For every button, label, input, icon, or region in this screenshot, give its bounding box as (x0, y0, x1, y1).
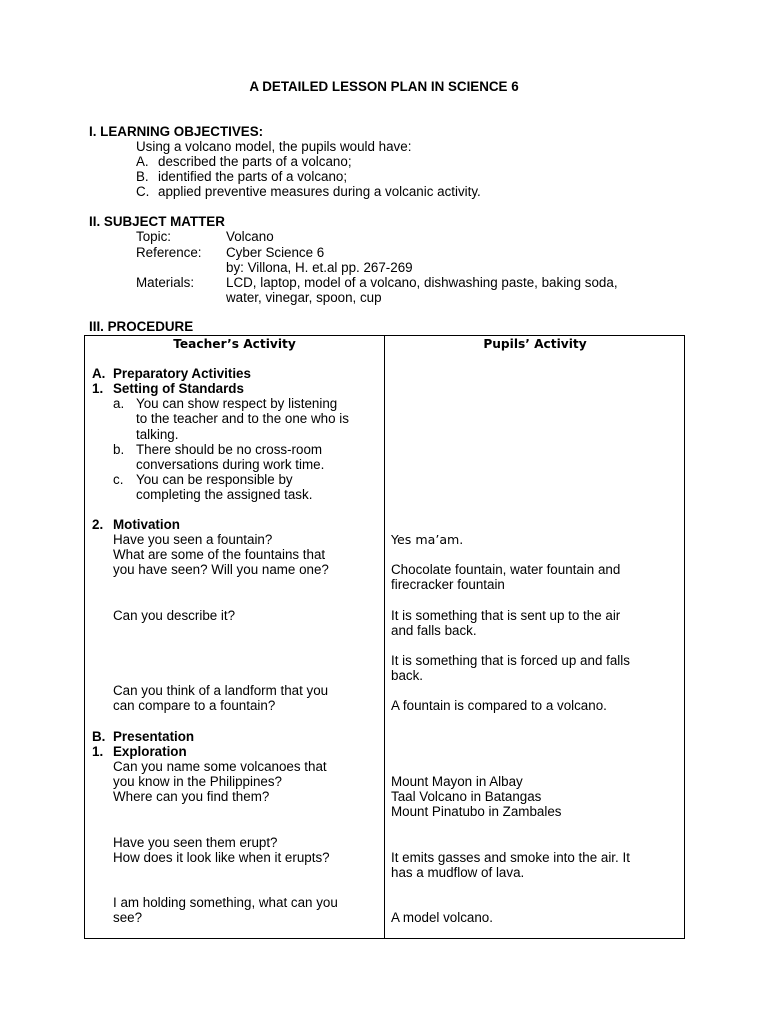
materials-value: LCD, laptop, model of a volcano, dishwashing paste, baking soda, (226, 275, 618, 290)
standard-letter: b. (113, 442, 125, 457)
objective-letter: B. (136, 169, 149, 184)
teacher-line: I am holding something, what can you (113, 895, 338, 910)
objective-text: applied preventive measures during a volcanic activity. (158, 184, 481, 199)
procedure-table (84, 335, 685, 939)
subsection-title: Exploration (113, 744, 187, 759)
subsection-number: 1. (92, 744, 104, 759)
pupil-line: A fountain is compared to a volcano. (391, 698, 607, 713)
subsection-number: 1. (92, 381, 104, 396)
subject-matter-heading: II. SUBJECT MATTER (89, 214, 225, 229)
pupil-line: back. (391, 668, 424, 683)
pupil-line: has a mudflow of lava. (391, 865, 525, 880)
standard-letter: c. (113, 472, 124, 487)
teacher-line: Can you name some volcanoes that (113, 759, 327, 774)
teacher-line: Have you seen a fountain? (113, 532, 273, 547)
pupil-line: Taal Volcano in Batangas (391, 789, 542, 804)
objective-text: identified the parts of a volcano; (158, 169, 348, 184)
section-title: Presentation (113, 729, 195, 744)
teacher-line: you know in the Philippines? (113, 774, 282, 789)
section-title: Preparatory Activities (113, 366, 251, 381)
teacher-line: Can you describe it? (113, 608, 236, 623)
pupil-line: firecracker fountain (391, 577, 505, 592)
subsection-title: Motivation (113, 517, 180, 532)
reference-value: Cyber Science 6 (226, 245, 325, 260)
teacher-line: can compare to a fountain? (113, 698, 276, 713)
pupil-line: It is something that is forced up and falls (391, 653, 630, 668)
pupils-activity-header: Pupils’ Activity (483, 337, 587, 351)
subsection-number: 2. (92, 517, 104, 532)
standard-letter: a. (113, 396, 125, 411)
teacher-line: see? (113, 910, 143, 925)
page-title: A DETAILED LESSON PLAN IN SCIENCE 6 (249, 79, 519, 94)
column-divider (384, 336, 385, 938)
objective-letter: A. (136, 154, 149, 169)
pupil-line: Chocolate fountain, water fountain and (391, 562, 621, 577)
objectives-intro: Using a volcano model, the pupils would have: (136, 139, 412, 154)
section-letter: B. (92, 729, 106, 744)
teacher-line: What are some of the fountains that (113, 547, 326, 562)
teacher-line: Where can you find them? (113, 789, 270, 804)
topic-label: Topic: (136, 229, 171, 244)
standard-text: completing the assigned task. (136, 487, 313, 502)
teacher-activity-header: Teacher’s Activity (173, 337, 296, 351)
teacher-line: Have you seen them erupt? (113, 835, 278, 850)
teacher-line: Can you think of a landform that you (113, 683, 329, 698)
objectives-heading: I. LEARNING OBJECTIVES: (89, 124, 264, 139)
pupil-line: It is something that is sent up to the air (391, 608, 621, 623)
teacher-line: How does it look like when it erupts? (113, 850, 330, 865)
pupil-line: and falls back. (391, 623, 477, 638)
pupil-line: It emits gasses and smoke into the air. It (391, 850, 630, 865)
reference-label: Reference: (136, 245, 202, 260)
topic-value: Volcano (226, 229, 274, 244)
pupil-line: Yes ma’am. (391, 532, 464, 547)
reference-authors: by: Villona, H. et.al pp. 267-269 (226, 260, 413, 275)
pupil-line: Mount Pinatubo in Zambales (391, 804, 562, 819)
standard-text: There should be no cross-room (136, 442, 323, 457)
materials-label: Materials: (136, 275, 195, 290)
standard-text: talking. (136, 427, 179, 442)
subsection-title: Setting of Standards (113, 381, 244, 396)
teacher-line: you have seen? Will you name one? (113, 562, 329, 577)
section-letter: A. (92, 366, 106, 381)
standard-text: conversations during work time. (136, 457, 325, 472)
objective-text: described the parts of a volcano; (158, 154, 352, 169)
standard-text: to the teacher and to the one who is (136, 411, 349, 426)
materials-value-cont: water, vinegar, spoon, cup (226, 290, 382, 305)
standard-text: You can show respect by listening (136, 396, 338, 411)
pupil-line: A model volcano. (391, 910, 493, 925)
pupil-line: Mount Mayon in Albay (391, 774, 523, 789)
objective-letter: C. (136, 184, 150, 199)
procedure-heading: III. PROCEDURE (89, 319, 194, 334)
standard-text: You can be responsible by (136, 472, 293, 487)
